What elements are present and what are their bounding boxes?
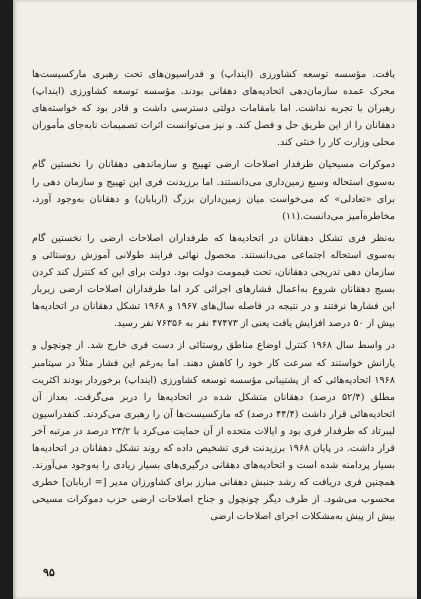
body-text — [32, 66, 395, 525]
paragraph-1: یافت. مؤسسه توسعه کشاورزی (اینداپ) و فدراسیون‌های تحت رهبری مارکسیست‌ها محرک عمده سازمان‌دهی اتحادیه‌های دهقانی بودند. مؤسسه توسعه کشاورزی (اینداپ) رهبران با تجربه نداشت. اما بامقامات دولتی دسترسی داشت و قادر بود که خواسته‌های دهقانان را از این طریق حل و فصل کند. و نیز می‌توانست اثرات تصمیمات نابه‌جای مأموران محلی وزارت کار را خنثی کند. — [32, 69, 395, 149]
book-page — [13, 0, 417, 599]
paragraph-4: در واسط سال ۱۹۶۸ کنترل اوضاع مناطق روستائی از دست فری خارج شد. از چونچول و یارانش خواستند که سرعت کار خود را کاهش دهند. اما به‌رغم این فشار مثلاً در سپتامبر ۱۹۶۸ اتحادیه‌هائی که از پشتیبانی مؤسسه توسعه کشاورزی (اینداپ) برخوردار بودند اکثریت مطلق (۵۲/۴ درصد) دهقانان متشکل شده در اتحادیه‌ها را دربر می‌گرفت. بعداز آن اتحادیه‌هائی قرار داشت (۴۴/۴ درصد) که مارکسیست‌ها آن را رهبری می‌کردند. کنفدراسیون لیبرتاد که طرفدار فری بود و ایالات متحده از آن حمایت می‌کرد با ۲۳/۲ درصد در مرتبه آخر قرار داشت. در پایان ۱۹۶۸ برزیدنت فری تشخیص داده که روند تشکل دهقانان در اتحادیه‌ها بسیار پردامنه شده است و اتحادیه‌های دهقانی درگیری‌های بسیار زیادی را به‌وجود می‌آورند. همچنین فری دریافت که رشد جنبش دهقانی مبارز برای کشاورزان مدیر [= اربابان] خطری محسوب می‌شود. از طرف دیگر چونچول و جناح اصلاحات ارضی حزب دموکرات مسیحی بیش از پیش به‌مشکلات اجرای اصلاحات ارضی — [32, 340, 395, 523]
paragraph-3: به‌نظر فری تشکل دهقانان در اتحادیه‌ها که طرفداران اصلاحات ارضی را نخستین گام به‌سوی استحاله اجتماعی می‌دانستند. محصول نهائی فرایند طولانی آموزش روستائی و سازمان دهی تدریجی دهقانان، تحت قیمومت دولت بود. دولت برای این که کنترل کند کردن بسیج دهقانان شروع به‌اعمال فشارهای اجرائی کرد اما طرفداران اصلاحات ارضی زیربار این فشارها نرفتند و در نتیجه در فاصله سال‌های ۱۹۶۷ و ۱۹۶۸ تشکل دهقانان در اتحادیه‌ها بیش از ۵۰ درصد افزایش یافت یعنی از ۴۷۴۷۳ نفر به ۷۶۳۵۶ نفر رسید. — [32, 232, 395, 330]
paragraph-2: دموکرات مسیحیان طرفدار اصلاحات ارضی تهییج و سازماندهی دهقانان را نخستین گام به‌سوی استحاله وسیع زمین‌داری می‌دانستند. اما برزیدنت فری این تهییج و سازمان دهی را برای «تعادلی» که می‌خواست میان زمین‌داران بزرگ (اربابان) و دهقانان به‌وجود آورد، مخاطره‌آمیز می‌دانست.(۱۱) — [32, 159, 395, 222]
page-number: ۹۵ — [43, 566, 55, 579]
